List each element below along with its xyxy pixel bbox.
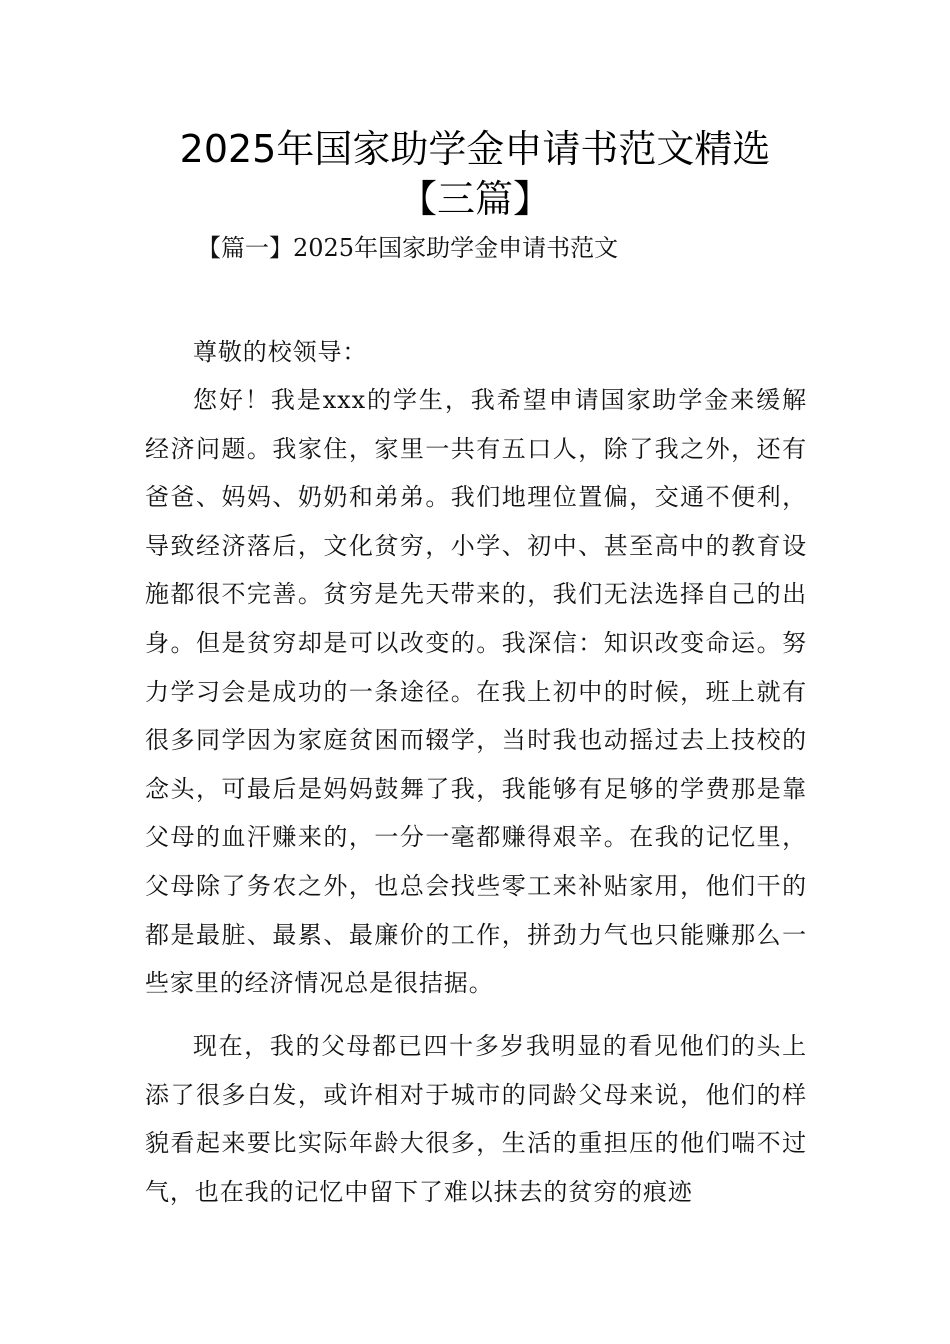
salutation: 尊敬的校领导： [193,338,368,366]
document-title: 2025年国家助学金申请书范文精选【三篇】 [179,127,771,221]
paragraph: 现在，我的父母都已四十多岁我明显的看见他们的头上添了很多白发，或许相对于城市的同龄父母来说，他们的样貌看起来要比实际年龄大很多，生活的重担压的他们喘不过气，也在我的记忆中留下了难以抹去的贫穷的痕迹 [145,1032,807,1206]
paragraph: 您好！我是xxx的学生，我希望申请国家助学金来缓解经济问题。我家住，家里一共有五口人，除了我之外，还有爸爸、妈妈、奶奶和弟弟。我们地理位置偏，交通不便利，导致经济落后，文化贫穷，小学、初中、甚至高中的教育设施都很不完善。贫穷是先天带来的，我们无法选择自己的出身。但是贫穷却是可以改变的。我深信：知识改变命运。努力学习会是成功的一条途径。在我上初中的时候，班上就有很多同学因为家庭贫困而辍学，当时我也动摇过去上技校的念头，可最后是妈妈鼓舞了我，我能够有足够的学费那是靠父母的血汗赚来的，一分一毫都赚得艰辛。在我的记忆里，父母除了务农之外，也总会找些零工来补贴家用，他们干的都是最脏、最累、最廉价的工作，拼劲力气也只能赚那么一些家里的经济情况总是很拮据。 [145,386,807,998]
section-heading: 【篇一】2025年国家助学金申请书范文 [197,234,619,262]
